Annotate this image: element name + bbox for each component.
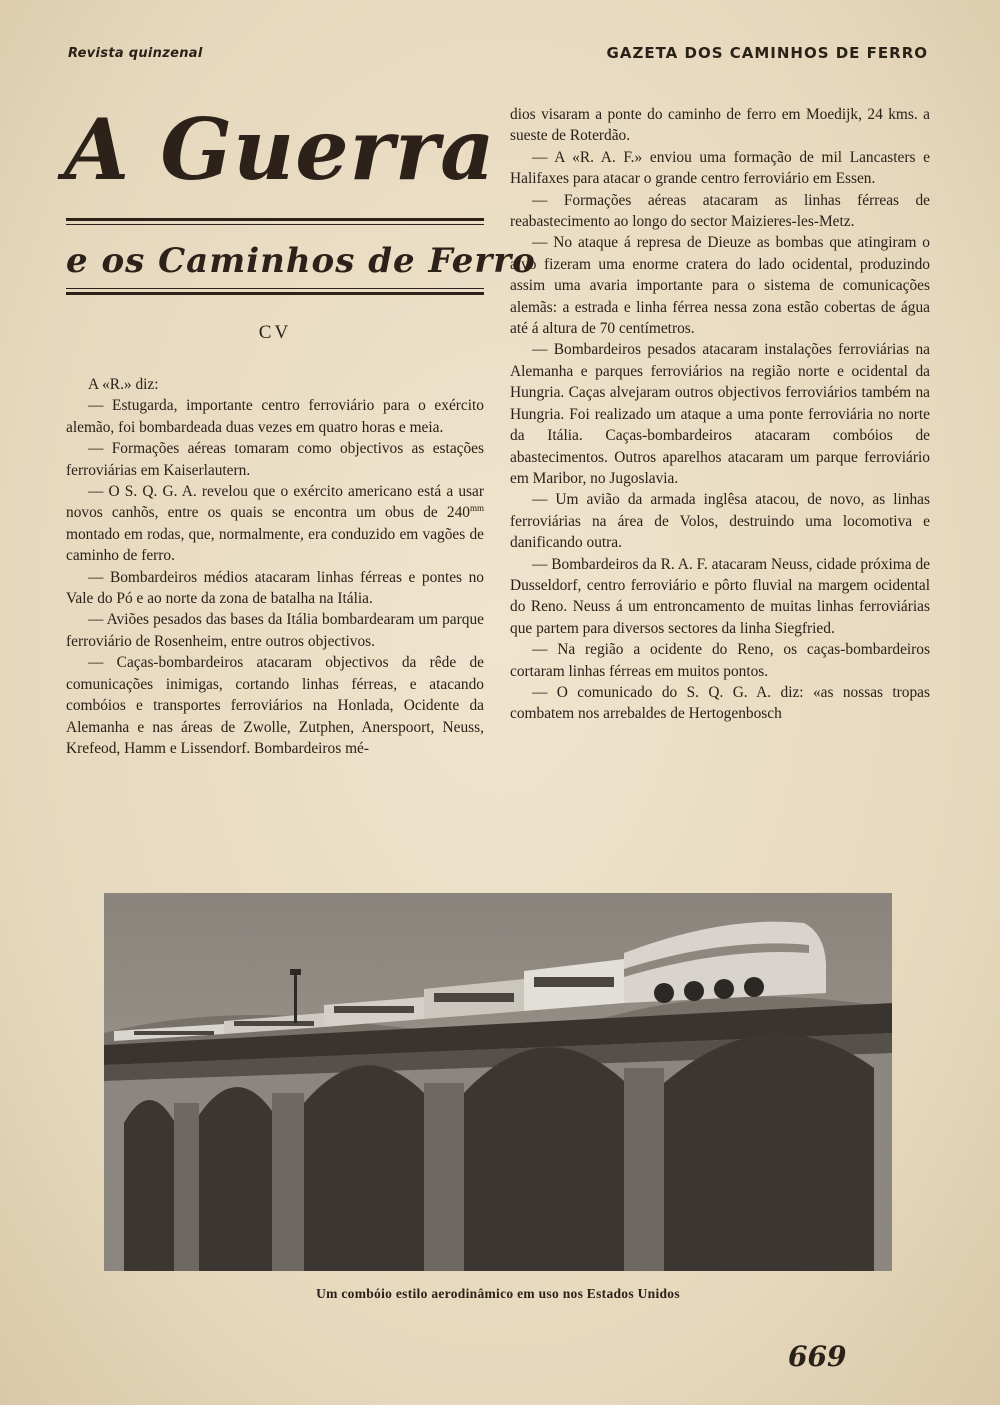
paragraph: — No ataque á represa de Dieuze as bombas que atingiram o alvo fizeram uma enorme cratera do lado ocidental, produzindo assim uma avaria importante para o sistema de comunicações alemãs: a estrada e linha férrea nessa zona estão cobertas de água até á altura de 70 centímetros.	[510, 234, 930, 338]
page-number: 669	[788, 1340, 847, 1373]
paragraph: dios visaram a ponte do caminho de ferro em Moedijk, 24 kms. a sueste de Roterdão.	[510, 106, 930, 145]
paragraph-text: montado em rodas, que, normalmente, era conduzido em vagões de caminho de ferro.	[66, 525, 484, 565]
left-column	[66, 374, 484, 759]
paragraph: — Caças-bombardeiros atacaram objectivos da rêde de comunicações inimigas, cortando linhas férreas, e atacando combóios e transportes ferroviários na Honlada, Ocidente da Alemanha e nas áreas de Zwolle, Zutphen, Anerspoort, Neuss, Krefeod, Hamm e Lissendorf. Bombardeiros mé-	[66, 654, 484, 757]
paragraph: — Na região a ocidente do Reno, os caças-bombardeiros cortaram linhas férreas em muitos pontos.	[510, 641, 930, 680]
paragraph: — Bombardeiros da R. A. F. atacaram Neuss, cidade próxima de Dusseldorf, centro ferroviário e pôrto fluvial na margem ocidental do Reno. Neuss á um entroncamento de muitas linhas ferroviárias que partem para diversos sectores da linha Siegfried.	[510, 555, 930, 637]
title-rule	[66, 224, 484, 225]
photo-caption: Um combóio estilo aerodinâmico em uso nos Estados Unidos	[316, 1286, 680, 1301]
paragraph-text: — O S. Q. G. A. revelou que o exército americano está a usar novos canhõs, entre os quais se encontra um obus de 240	[66, 483, 484, 522]
paragraph	[66, 481, 484, 567]
photo-illustration	[104, 893, 892, 1271]
train-bridge-photo	[104, 893, 892, 1271]
paragraph: — Aviões pesados das bases da Itália bombardearam um parque ferroviário de Rosenheim, entre outros objectivos.	[66, 611, 484, 650]
paragraph: — Formações aéreas tomaram como objectivos as estações ferroviárias em Kaiserlautern.	[66, 440, 484, 479]
paragraph: — Bombardeiros pesados atacaram instalações ferroviárias na Alemanha e parques ferroviários na região norte e ocidental da Hungria. Caças alvejaram outros objectivos ferroviários também na Hungria. Foi realizado um ataque a uma ponte ferroviária no norte da Itália. Caças-bombardeiros atacaram combóios de abastecimentos. Outros aparelhos atacaram um parque ferroviário em Maribor, no Jugoslavia.	[510, 341, 930, 487]
paragraph: — Um avião da armada inglêsa atacou, de novo, as linhas ferroviárias na área de Volos, destruindo uma locomotiva e danificando outra.	[510, 491, 930, 552]
paragraph: A «R.» diz:	[88, 376, 159, 393]
article-subtitle: e os Caminhos de Ferro	[66, 241, 536, 281]
paragraph: — Formações aéreas atacaram as linhas férreas de reabastecimento ao longo do sector Maizieres-les-Metz.	[510, 191, 930, 231]
unit-superscript: mm	[469, 503, 484, 514]
header-right: GAZETA DOS CAMINHOS DE FERRO	[606, 44, 928, 62]
paragraph: — A «R. A. F.» enviou uma formação de mil Lancasters e Halifaxes para atacar o grande centro ferroviário em Essen.	[510, 148, 930, 188]
header-left: Revista quinzenal	[68, 46, 203, 61]
right-column	[510, 104, 930, 725]
paragraph: — Bombardeiros médios atacaram linhas férreas e pontes no Vale do Pó e ao norte da zona de batalha na Itália.	[66, 568, 484, 608]
paragraph: — O comunicado do S. Q. G. A. diz: «as nossas tropas combatem nos arrebaldes de Hertogenbosch	[510, 683, 930, 723]
subtitle-rule	[66, 292, 484, 295]
subtitle-rule	[66, 288, 484, 289]
paragraph: — Estugarda, importante centro ferroviário para o exército alemão, foi bombardeada duas vezes em quatro horas e meia.	[66, 397, 484, 436]
article-title: A Guerra	[64, 100, 496, 199]
article-number: CV	[258, 322, 292, 343]
title-rule	[66, 218, 484, 221]
